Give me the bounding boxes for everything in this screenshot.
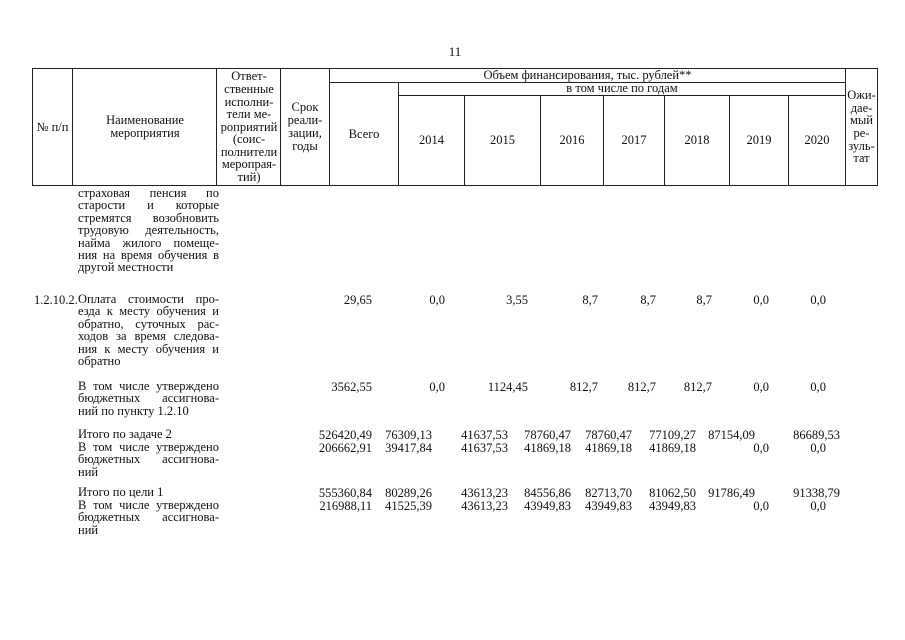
value-2015: 43613,23 [461,499,508,513]
value-2014: 0,0 [429,293,445,307]
row-name: Итого по задаче 2 [78,427,172,441]
value-2020: 0,0 [810,441,826,455]
value-2015: 43613,23 [461,486,508,500]
header-by-years: в том числе по годам [566,81,678,95]
value-2014: 80289,26 [385,486,432,500]
value-2020: 0,0 [810,380,826,394]
continuation-text: страховая пенсия по старости и которые стремятся возобновить трудовую деятельность, найма жилого помеще-ния на время обучения в другой местности [78,186,219,275]
col-line [877,68,878,186]
value-2019: 87154,09 [708,428,755,442]
value-2017: 8,7 [640,293,656,307]
header-year-2018: 2018 [684,133,710,147]
value-2018: 43949,83 [649,499,696,513]
header-total: Всего [348,126,380,141]
value-2017: 41869,18 [585,441,632,455]
value-total: 29,65 [343,293,372,307]
value-2014: 41525,39 [385,499,432,513]
value-2017: 82713,70 [585,486,632,500]
header-number: № п/п [36,119,69,134]
value-2020: 86689,53 [793,428,840,442]
value-2018: 81062,50 [649,486,696,500]
value-2014: 0,0 [429,380,445,394]
value-total: 216988,11 [319,499,372,513]
col-line [216,68,217,186]
value-total: 526420,49 [318,428,372,442]
row-code: 1.2.10.2. [34,293,78,307]
header-responsible: Ответ-ственные исполни-тели ме-роприятий (соис-полнители меропрая-тий) [220,69,278,185]
table-header [32,68,878,186]
value-total: 3562,55 [331,380,372,394]
value-2016: 41869,18 [524,441,571,455]
value-2020: 91338,79 [793,486,840,500]
value-2014: 39417,84 [385,441,432,455]
header-result: Ожи-дае-мый ре-зуль-тат [847,88,876,166]
value-2016: 812,7 [569,380,598,394]
page-number: 11 [448,44,462,59]
value-2017: 43949,83 [585,499,632,513]
value-2019: 0,0 [753,499,769,513]
header-year-2019: 2019 [746,133,772,147]
value-total: 555360,84 [318,486,372,500]
value-2018: 77109,27 [649,428,696,442]
value-2020: 0,0 [810,293,826,307]
value-2016: 8,7 [582,293,598,307]
value-2019: 91786,49 [708,486,755,500]
value-2018: 812,7 [683,380,712,394]
value-2019: 0,0 [753,293,769,307]
value-2015: 1124,45 [487,380,528,394]
value-2015: 41637,53 [461,428,508,442]
row-name: Оплата стоимости про-езда к месту обучения и обратно, суточных рас-ходов за время следова-ния к месту обучения и обратно [78,292,219,369]
value-2016: 84556,86 [524,486,571,500]
header-year-2014: 2014 [419,133,444,147]
header-year-2017: 2017 [621,133,647,147]
header-funding-title: Объем финансирования, тыс. рублей** [483,67,692,82]
row-name: В том числе утверждено бюджетных ассигнова-ний [78,440,219,479]
value-2016: 43949,83 [524,499,571,513]
value-2015: 41637,53 [461,441,508,455]
value-2018: 41869,18 [649,441,696,455]
header-year-2015: 2015 [490,133,515,147]
row-name: Итого по цели 1 [78,485,164,499]
value-2014: 76309,13 [385,428,432,442]
value-2020: 0,0 [810,499,826,513]
value-2016: 78760,47 [524,428,571,442]
value-2018: 8,7 [696,293,712,307]
header-name: Наименование мероприятия [106,113,184,140]
value-2019: 0,0 [753,441,769,455]
value-2015: 3,55 [506,293,528,307]
header-term: Срок реали-зации, годы [287,100,323,153]
header-year-2016: 2016 [559,133,585,147]
value-2017: 78760,47 [585,428,632,442]
value-2017: 812,7 [627,380,656,394]
row-name: В том числе утверждено бюджетных ассигнова-ний [78,498,219,537]
value-2019: 0,0 [753,380,769,394]
col-line [72,68,73,186]
header-year-2020: 2020 [804,133,830,147]
value-total: 206662,91 [318,441,372,455]
row-name: В том числе утверждено бюджетных ассигнова-ний по пункту 1.2.10 [78,379,219,418]
